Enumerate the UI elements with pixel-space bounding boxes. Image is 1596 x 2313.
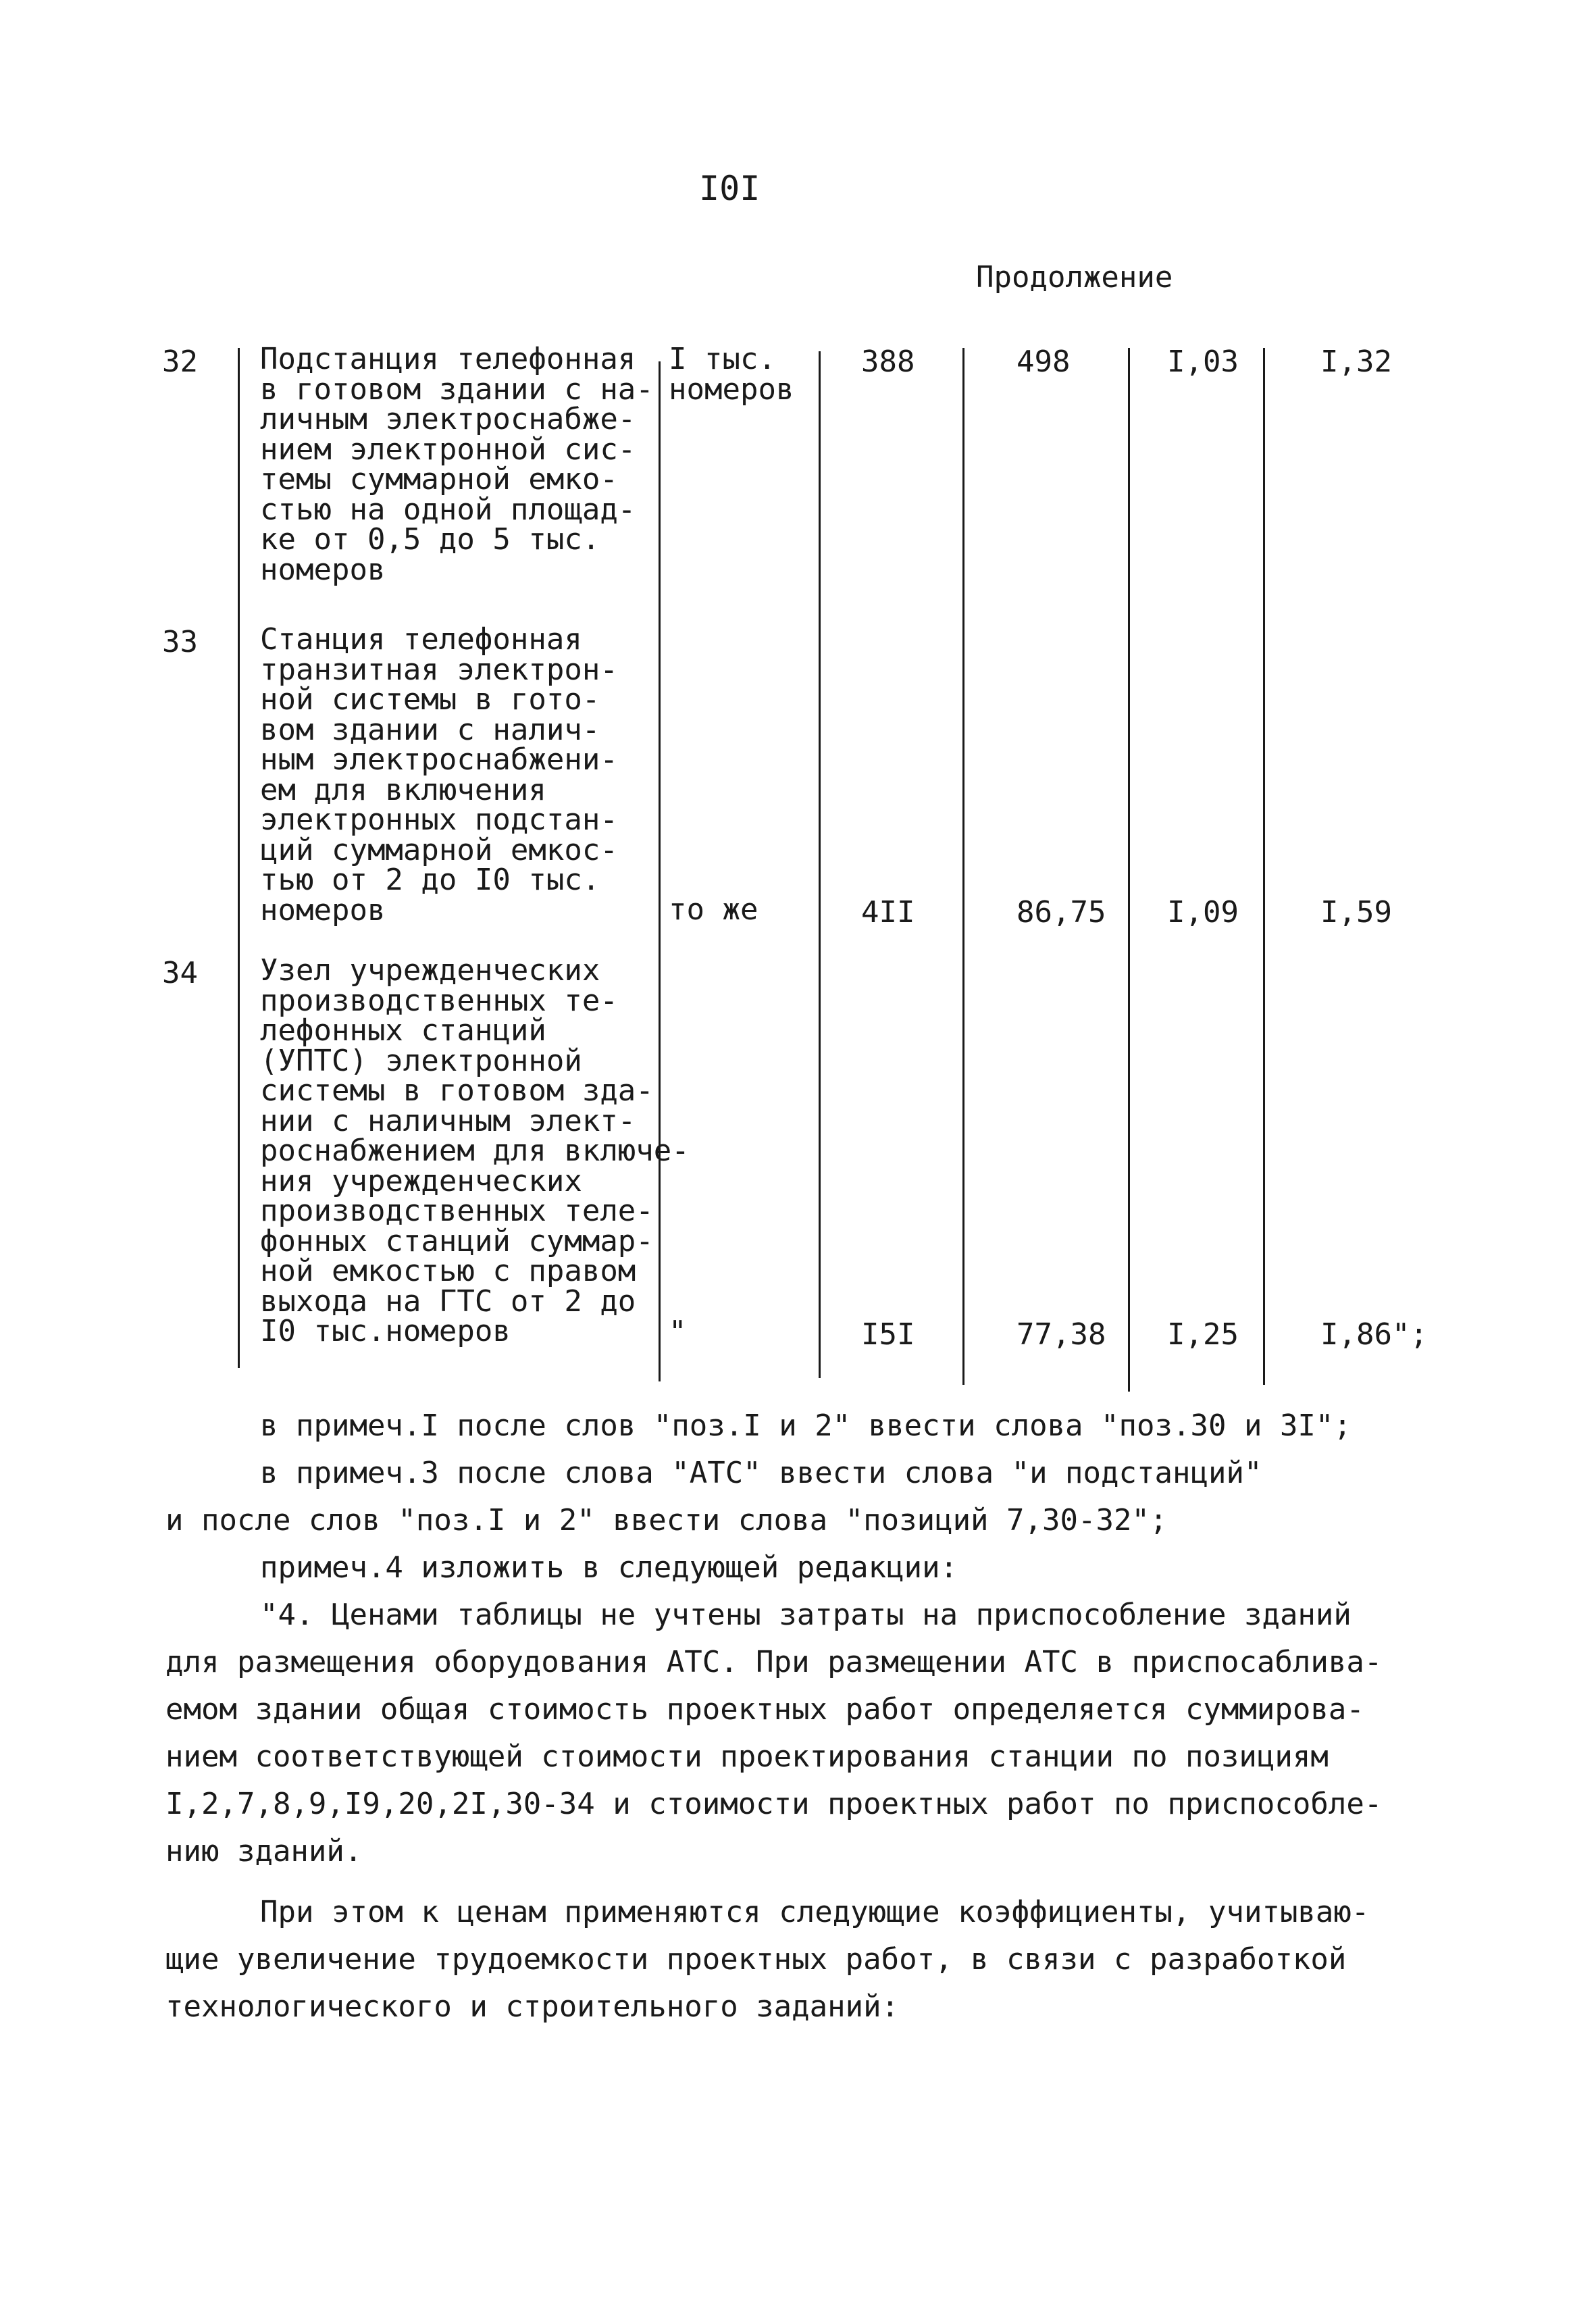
text-line: технологического и строительного заданий:	[165, 1989, 900, 2024]
text-line: нием соответствующей стоимости проектирования станции по позициям	[165, 1739, 1329, 1774]
row-unit: то же	[669, 892, 758, 927]
row-number: 34	[162, 956, 198, 990]
table-rule-unit	[819, 351, 821, 1378]
row-value-1: 4II	[861, 895, 915, 930]
row-value-1: I5I	[861, 1317, 915, 1352]
text-line: для размещения оборудования АТС. При размещении АТС в приспосаблива-	[165, 1645, 1383, 1679]
row-value-2: 498	[1016, 345, 1071, 379]
text-line: и после слов "поз.I и 2" ввести слова "позиций 7,30-32";	[165, 1503, 1168, 1537]
text-line: щие увеличение трудоемкости проектных работ, в связи с разработкой	[165, 1942, 1347, 1977]
text-line: "4. Ценами таблицы не учтены затраты на приспособление зданий	[260, 1598, 1352, 1632]
text-line: в примеч.3 после слова "АТС" ввести слова "и подстанций"	[260, 1456, 1262, 1490]
row-description: Станция телефонная транзитная электрон- ной системы в гото- вом здании с налич- ным электроснабжени- ем для включения электронных подстан- ций суммарной емкос- тью от 2 до I0 тыс. номеров	[260, 622, 618, 927]
row-number: 33	[162, 625, 198, 659]
row-number: 32	[162, 345, 198, 379]
row-description: Узел учрежденческих производственных те- лефонных станций (УПТС) электронной системы в готовом зда- нии с наличным элект- роснабжением для включе- ния учрежденческих производственных теле- фонных станций суммар- ной емкостью с правом выхода на ГТС от 2 до I0 тыс.номеров	[260, 953, 690, 1348]
table-rule-left	[238, 348, 240, 1368]
text-line: При этом к ценам применяются следующие коэффициенты, учитываю-	[260, 1895, 1370, 1929]
row-value-3: I,25	[1167, 1317, 1239, 1352]
row-unit: "	[669, 1315, 687, 1349]
row-description: Подстанция телефонная в готовом здании с на- личным электроснабже- нием электронной сис- темы суммарной емко- стью на одной площад- ке от 0,5 до 5 тыс. номеров	[260, 342, 654, 587]
row-value-2: 86,75	[1016, 895, 1106, 930]
row-unit: I тыс. номеров	[669, 342, 794, 407]
row-value-4: I,32	[1320, 345, 1392, 379]
text-line: в примеч.I после слов "поз.I и 2" ввести слова "поз.30 и 3I";	[260, 1408, 1352, 1443]
row-value-3: I,09	[1167, 895, 1239, 930]
row-value-1: 388	[861, 345, 915, 379]
row-value-2: 77,38	[1016, 1317, 1106, 1352]
text-line: нию зданий.	[165, 1834, 363, 1869]
table-rule-col3	[1263, 348, 1265, 1385]
continuation-label: Продолжение	[976, 260, 1173, 295]
text-line: примеч.4 изложить в следующей редакции:	[260, 1550, 958, 1585]
text-line: емом здании общая стоимость проектных работ определяется суммирова-	[165, 1692, 1364, 1727]
table-rule-col1	[962, 348, 964, 1385]
row-value-3: I,03	[1167, 345, 1239, 379]
row-value-4: I,86";	[1320, 1317, 1428, 1352]
text-line: I,2,7,8,9,I9,20,2I,30-34 и стоимости проектных работ по приспособле-	[165, 1787, 1383, 1821]
table-rule-col2	[1128, 348, 1130, 1392]
row-value-4: I,59	[1320, 895, 1392, 930]
page-number: I0I	[699, 169, 761, 208]
